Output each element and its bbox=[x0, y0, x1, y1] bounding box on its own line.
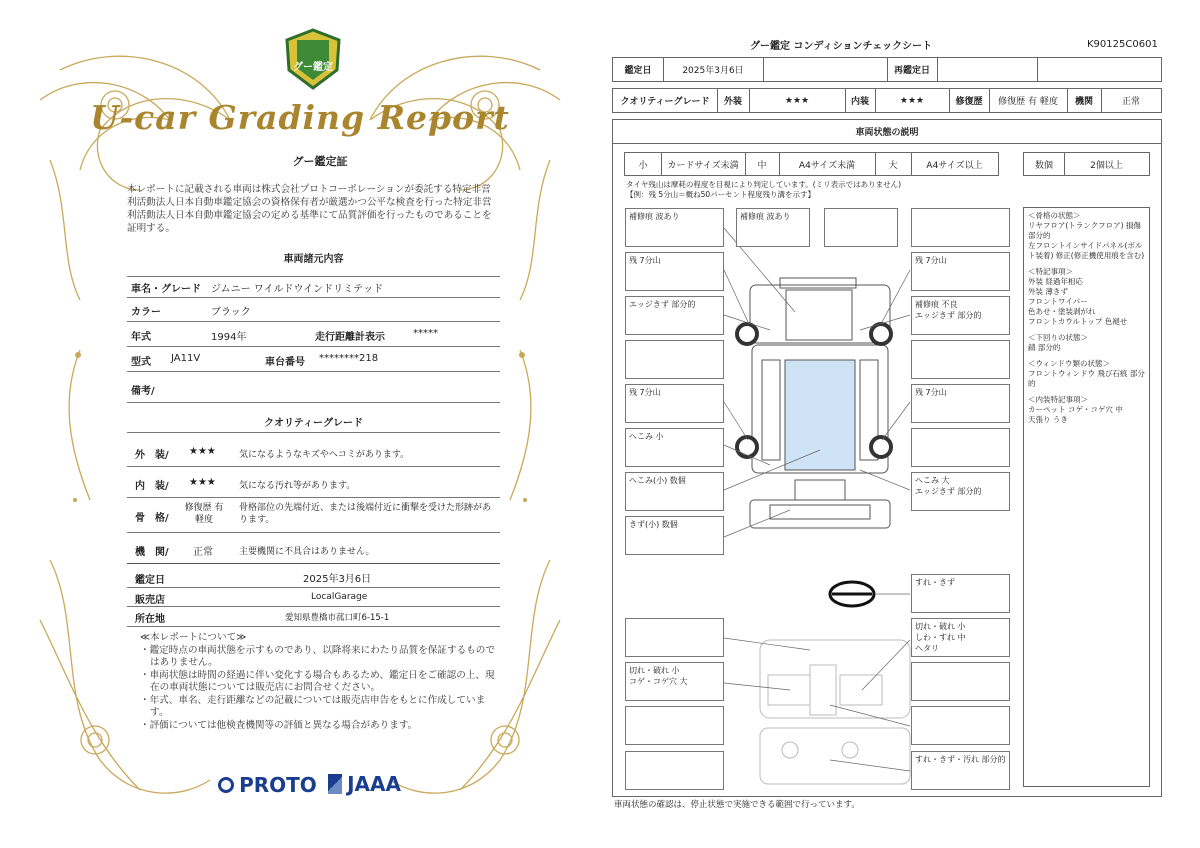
damage-note: 補修痕 不良 エッジきず 部分的 bbox=[911, 296, 1010, 335]
date-label: 鑑定日 bbox=[624, 66, 652, 76]
ext-label: 外装 bbox=[723, 97, 742, 107]
desc-heading: 車両状態の説明 bbox=[613, 120, 1161, 144]
spec-value: ********218 bbox=[319, 353, 379, 364]
spec-label: 年式 bbox=[131, 332, 151, 343]
interior-note: 切れ・破れ 小 コゲ・コゲ穴 大 bbox=[625, 662, 724, 701]
ext-value: ★★★ bbox=[784, 95, 810, 106]
int-value: ★★★ bbox=[899, 95, 925, 106]
spec-value: ジムニー ワイルドウインドリミテッド bbox=[211, 284, 384, 295]
damage-note: 補修痕 波あり bbox=[625, 208, 724, 247]
summary-line: 左フロントインサイドパネル(ボルト装着) 修正(修正機使用痕を含む) bbox=[1028, 241, 1145, 260]
sheet-code: K90125C0601 bbox=[1087, 39, 1158, 50]
quality-label: 機 関/ bbox=[135, 547, 169, 558]
jaaa-logo bbox=[328, 772, 401, 796]
dealer-label: 販売店 bbox=[135, 595, 165, 606]
damage-note-top-right bbox=[824, 208, 898, 247]
recheck-label: 再鑑定日 bbox=[893, 66, 930, 76]
sheet-footer: 車両状態の確認は、停止状態で実施できる範囲で行っています。 bbox=[614, 800, 860, 810]
summary-line: ＜骨格の状態＞ bbox=[1028, 211, 1081, 220]
certificate-body: 本レポートに記載される車両は株式会社プロトコーポレーションが委託する特定非営利活動法人日本自動車鑑定協会の資格保有者が厳選かつ公平な検査を行った特定非営利活動法人日本自動車鑑定協会の定める基準にて品質評価を行ったものであることを証明する。 bbox=[127, 184, 492, 234]
quality-label: 内 装/ bbox=[135, 481, 169, 492]
report-title: U-car Grading Report bbox=[90, 98, 510, 137]
interior-note bbox=[625, 706, 724, 745]
address-row bbox=[127, 607, 500, 627]
spec-label: 型式 bbox=[131, 357, 151, 368]
summary-line: フロントウィンドウ 飛び石痕 部分的 bbox=[1028, 369, 1145, 388]
int-label: 内装 bbox=[850, 97, 869, 107]
size-medium-desc: A4サイズ未満 bbox=[798, 160, 856, 171]
spec-value: 1994年 bbox=[211, 332, 247, 343]
divider bbox=[127, 432, 500, 433]
spec-label: 走行距離計表示 bbox=[315, 332, 385, 343]
interior-note bbox=[625, 751, 724, 790]
dealer-row bbox=[127, 588, 500, 607]
quality-label: 骨 格/ bbox=[135, 513, 169, 524]
spec-label: カラー bbox=[131, 307, 161, 318]
summary-line: ＜特記事項＞ bbox=[1028, 267, 1073, 276]
repair-value: 修復歴 有 軽度 bbox=[998, 97, 1058, 107]
damage-note: きず(小) 数個 bbox=[625, 516, 724, 555]
engine-label: 機関 bbox=[1074, 97, 1093, 107]
summary-line: リヤフロア(トランクフロア) 損傷 部分的 bbox=[1028, 221, 1141, 240]
goo-kantei-badge bbox=[283, 28, 343, 90]
notes-heading: ≪本レポートについて≫ bbox=[140, 632, 247, 643]
appraisal-date-value: 2025年3月6日 bbox=[303, 574, 372, 585]
quality-row-exterior bbox=[127, 437, 500, 467]
repair-label: 修復歴 bbox=[955, 97, 983, 107]
damage-note: へこみ(小) 数個 bbox=[625, 472, 724, 511]
size-small-label: 小 bbox=[638, 160, 648, 171]
damage-note: エッジきず 部分的 bbox=[625, 296, 724, 335]
damage-note: 残 7分山 bbox=[625, 252, 724, 291]
tire-example: 【例：残 5分山＝概ね50パーセント程度残り溝を示す】 bbox=[626, 190, 816, 199]
damage-note bbox=[911, 340, 1010, 379]
condition-summary bbox=[1023, 207, 1150, 787]
proto-mark-icon bbox=[218, 777, 234, 793]
quality-desc: 気になる汚れ等があります。 bbox=[239, 481, 356, 491]
damage-note-top-left: 補修痕 波あり bbox=[736, 208, 810, 247]
quality-row-frame bbox=[127, 499, 500, 533]
quality-heading: クオリティーグレード bbox=[264, 418, 363, 429]
specs-heading: 車両諸元内容 bbox=[283, 254, 344, 265]
date-value: 2025年3月6日 bbox=[682, 66, 744, 76]
summary-line: ＜ウィンドウ類の状態＞ bbox=[1028, 359, 1111, 368]
damage-note: 残 7分山 bbox=[911, 384, 1010, 423]
spec-row-model bbox=[127, 347, 500, 372]
quality-grade: 修復歴 有 軽度 bbox=[184, 503, 224, 525]
note-item: ・車両状態は時間の経過に伴い変化する場合もあるため、鑑定日をご確認の上、現在の車両状態については販売店にお問合せください。 bbox=[140, 669, 495, 693]
quality-grade: 正常 bbox=[193, 547, 213, 558]
damage-note bbox=[625, 340, 724, 379]
spec-label: 車台番号 bbox=[265, 357, 305, 368]
spec-value: JA11V bbox=[171, 353, 201, 364]
quality-row-interior bbox=[127, 468, 500, 498]
summary-line: フロントカウルトップ 色褪せ bbox=[1028, 317, 1128, 326]
jaaa-logo-text: JAAA bbox=[347, 772, 401, 796]
spec-label: 備考/ bbox=[131, 386, 155, 397]
size-medium-label: 中 bbox=[757, 160, 767, 171]
summary-line: 天張り うき bbox=[1028, 415, 1068, 424]
quality-row-engine bbox=[127, 534, 500, 564]
summary-line: 外装 経過年相応 bbox=[1028, 277, 1083, 286]
spec-row-color bbox=[127, 297, 500, 322]
summary-line: ＜内装特記事項＞ bbox=[1028, 395, 1088, 404]
quality-desc: 気になるようなキズやヘコミがあります。 bbox=[239, 450, 410, 460]
count-value: 2個以上 bbox=[1090, 160, 1123, 171]
summary-line: 色あせ・塗装剥がれ bbox=[1028, 307, 1096, 316]
address-label: 所在地 bbox=[135, 614, 165, 625]
engine-value: 正常 bbox=[1121, 97, 1140, 107]
proto-logo bbox=[218, 773, 317, 797]
damage-note bbox=[911, 428, 1010, 467]
note-item: ・鑑定時点の車両状態を示すものであり、以降将来にわたり品質を保証するものではありません。 bbox=[140, 644, 495, 668]
badge-label: グー鑑定 bbox=[293, 62, 333, 73]
note-item: ・年式、車名、走行距離などの記載については販売店申告をもとに作成しています。 bbox=[140, 694, 486, 718]
certificate-heading: グー鑑定証 bbox=[292, 155, 348, 168]
quality-label: 外 装/ bbox=[135, 450, 169, 461]
sheet-title: グー鑑定 コンディションチェックシート bbox=[750, 41, 933, 52]
grade-label: クオリティーグレード bbox=[620, 97, 710, 107]
spec-value: ***** bbox=[413, 328, 438, 339]
jaaa-mark-icon bbox=[328, 774, 342, 794]
dealer-value: LocalGarage bbox=[311, 592, 368, 602]
proto-logo-text: PROTO bbox=[239, 773, 317, 797]
tire-note: タイヤ残山は摩耗の程度を目視により判定しています。(ミリ表示ではありません) bbox=[626, 180, 902, 189]
interior-note bbox=[911, 706, 1010, 745]
spec-row-year bbox=[127, 322, 500, 347]
appraisal-date-row bbox=[127, 568, 500, 588]
spec-value: ブラック bbox=[211, 307, 251, 318]
damage-note: へこみ 大 エッジきず 部分的 bbox=[911, 472, 1010, 511]
size-large-desc: A4サイズ以上 bbox=[926, 160, 983, 171]
summary-line: フロントワイパー bbox=[1028, 297, 1088, 306]
report-notes bbox=[140, 632, 500, 732]
interior-note: すれ・きず bbox=[911, 574, 1010, 613]
spec-row-remarks bbox=[127, 372, 500, 403]
damage-note: へこみ 小 bbox=[625, 428, 724, 467]
quality-grade: ★★★ bbox=[189, 477, 216, 488]
summary-line: カーペット コゲ・コゲ穴 中 bbox=[1028, 405, 1123, 414]
condition-check-sheet bbox=[600, 0, 1200, 848]
damage-note: 残 7分山 bbox=[625, 384, 724, 423]
summary-line: ＜下回りの状態＞ bbox=[1028, 333, 1088, 342]
damage-note bbox=[911, 208, 1010, 247]
steering-wheel-icon bbox=[830, 582, 874, 606]
appraisal-date-label: 鑑定日 bbox=[135, 575, 165, 586]
interior-note bbox=[625, 618, 724, 657]
quality-grade: ★★★ bbox=[189, 446, 216, 457]
spec-row-name bbox=[127, 276, 500, 298]
interior-note bbox=[911, 662, 1010, 701]
summary-line: 外装 薄きず bbox=[1028, 287, 1068, 296]
note-item: ・評価については他検査機関等の評価と異なる場合があります。 bbox=[140, 719, 418, 731]
spec-label: 車名・グレード bbox=[131, 284, 201, 295]
interior-note: すれ・きず・汚れ 部分的 bbox=[911, 751, 1010, 790]
quality-desc: 主要機関に不具合はありません。 bbox=[239, 547, 375, 557]
summary-line: 錆 部分的 bbox=[1028, 343, 1061, 352]
address-value: 愛知県豊橋市菰口町6-15-1 bbox=[285, 613, 390, 623]
damage-note: 残 7分山 bbox=[911, 252, 1010, 291]
count-label: 数個 bbox=[1034, 160, 1053, 171]
interior-note: 切れ・破れ 小 しわ・すれ 中 ヘタリ bbox=[911, 618, 1010, 657]
size-large-label: 大 bbox=[888, 160, 898, 171]
quality-desc: 骨格部位の先端付近、または後端付近に衝撃を受けた形跡があります。 bbox=[239, 503, 492, 525]
size-small-desc: カードサイズ未満 bbox=[667, 160, 739, 171]
